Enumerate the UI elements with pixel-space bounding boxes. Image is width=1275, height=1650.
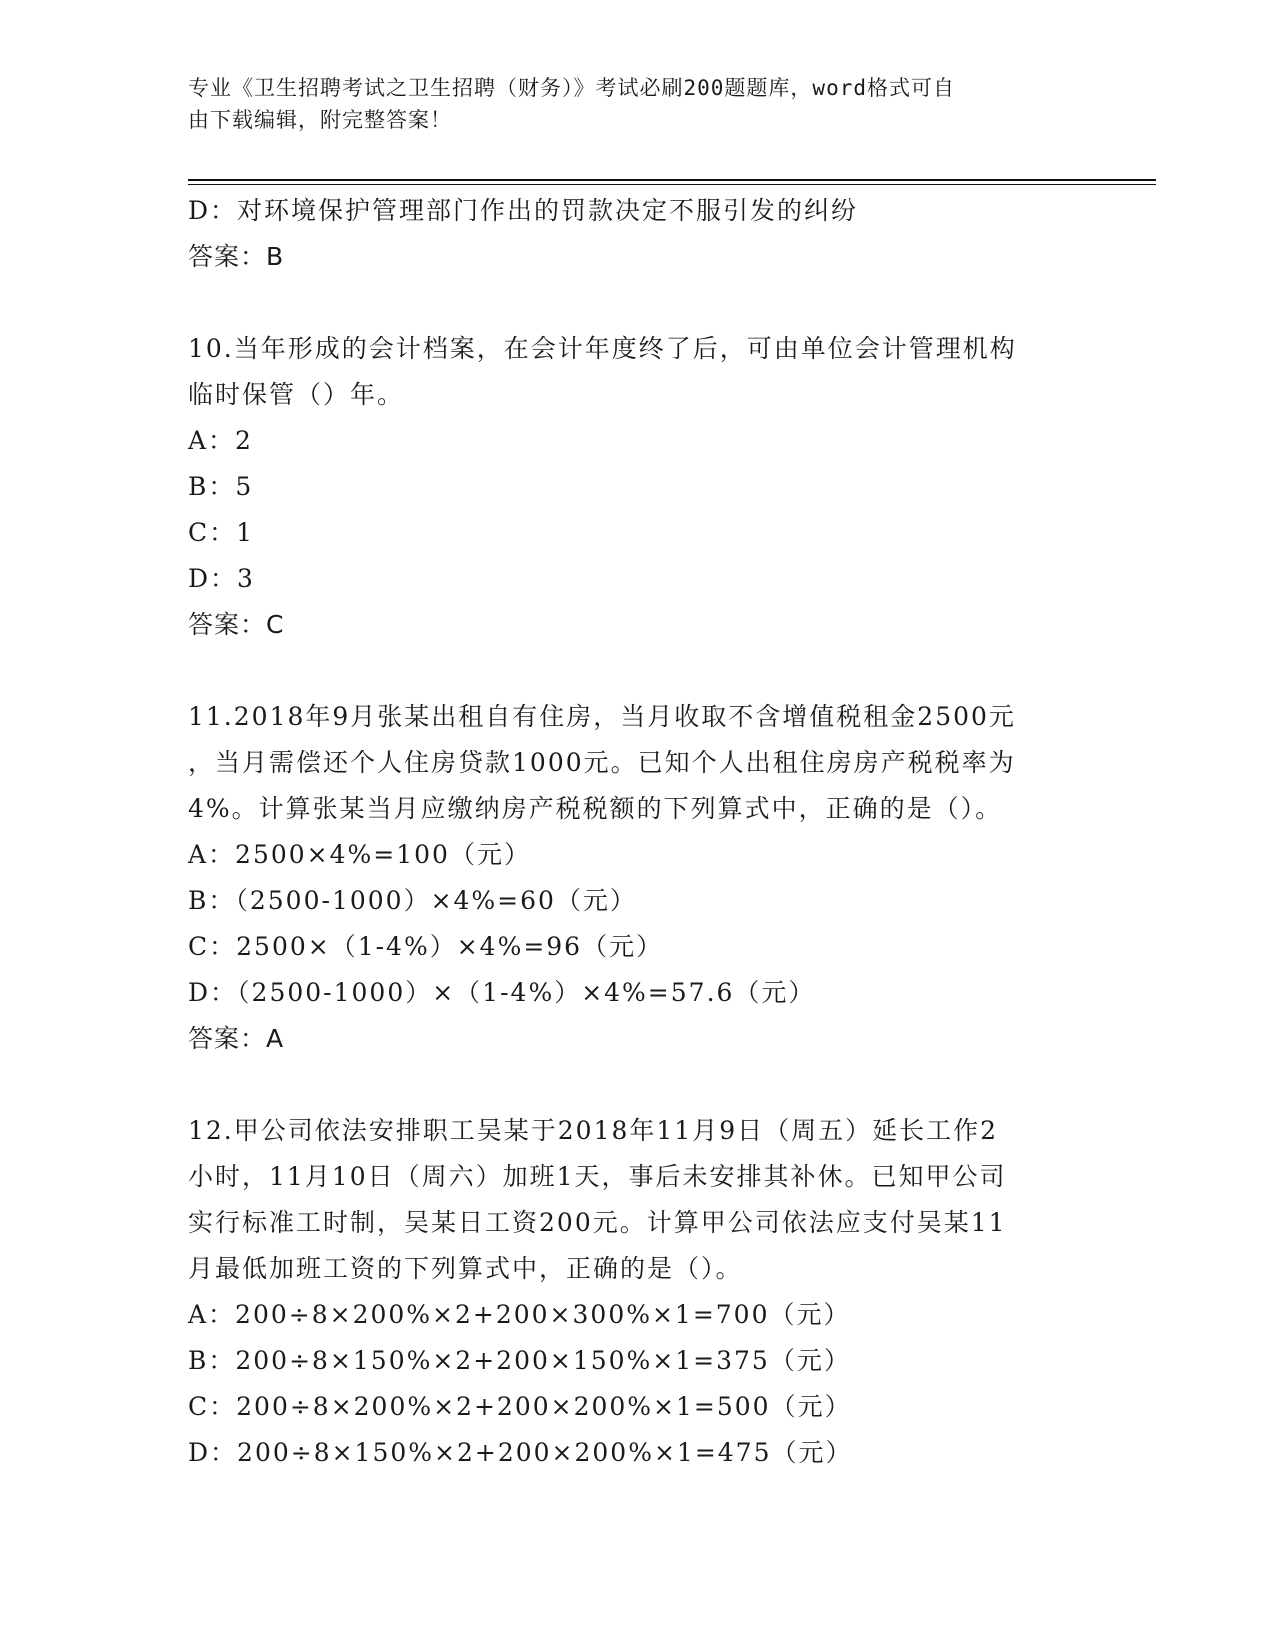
question-stem-line: 小时，11月10日（周六）加班1天，事后未安排其补休。已知甲公司: [188, 1162, 1007, 1191]
answer: 答案：B: [188, 242, 285, 271]
question-list: [188, 188, 1088, 1476]
spacer: [188, 280, 1088, 326]
question-stem-line: 10.当年形成的会计档案，在会计年度终了后，可由单位会计管理机构: [188, 334, 1017, 363]
question-stem-line: ，当月需偿还个人住房贷款1000元。已知个人出租住房房产税税率为: [188, 748, 1016, 777]
option-a: A：2500×4%=100（元）: [188, 840, 531, 869]
option-d: D：对环境保护管理部门作出的罚款决定不服引发的纠纷: [188, 196, 859, 225]
option-c: C：1: [188, 518, 255, 547]
option-d: D：（2500-1000）×（1-4%）×4%=57.6（元）: [188, 978, 816, 1007]
option-c: C：2500×（1-4%）×4%=96（元）: [188, 932, 664, 961]
header-divider-thick: [188, 179, 1156, 181]
option-d: D：200÷8×150%×2+200×200%×1=475（元）: [188, 1438, 853, 1467]
option-a: A：200÷8×200%×2+200×300%×1=700（元）: [188, 1300, 851, 1329]
question-stem-line: 实行标准工时制，吴某日工资200元。计算甲公司依法应支付吴某11: [188, 1208, 1007, 1237]
option-d: D：3: [188, 564, 255, 593]
document-header: [188, 72, 1068, 136]
answer: 答案：C: [188, 610, 285, 639]
question-10: [188, 326, 1088, 648]
option-b: B：5: [188, 472, 254, 501]
option-a: A：2: [188, 426, 253, 455]
header-line-1: 专业《卫生招聘考试之卫生招聘（财务）》考试必刷200题题库，word格式可自: [188, 76, 955, 100]
option-b: B：200÷8×150%×2+200×150%×1=375（元）: [188, 1346, 851, 1375]
spacer: [188, 1062, 1088, 1108]
option-b: B：（2500-1000）×4%=60（元）: [188, 886, 637, 915]
question-stem-line: 4%。计算张某当月应缴纳房产税税额的下列算式中，正确的是（）。: [188, 794, 1003, 823]
question-stem-line: 11.2018年9月张某出租自有住房，当月收取不含增值税租金2500元: [188, 702, 1016, 731]
option-c: C：200÷8×200%×2+200×200%×1=500（元）: [188, 1392, 852, 1421]
question-stem-line: 12.甲公司依法安排职工吴某于2018年11月9日（周五）延长工作2: [188, 1116, 999, 1145]
question-stem-line: 临时保管（）年。: [188, 380, 405, 409]
question-11: [188, 694, 1088, 1062]
question-stem-line: 月最低加班工资的下列算式中，正确的是（）。: [188, 1254, 743, 1283]
spacer: [188, 648, 1088, 694]
header-divider-thin: [188, 184, 1156, 185]
answer: 答案：A: [188, 1024, 285, 1053]
question-9-tail: [188, 188, 1088, 280]
question-12: [188, 1108, 1088, 1476]
header-line-2: 由下载编辑，附完整答案！: [188, 108, 452, 132]
